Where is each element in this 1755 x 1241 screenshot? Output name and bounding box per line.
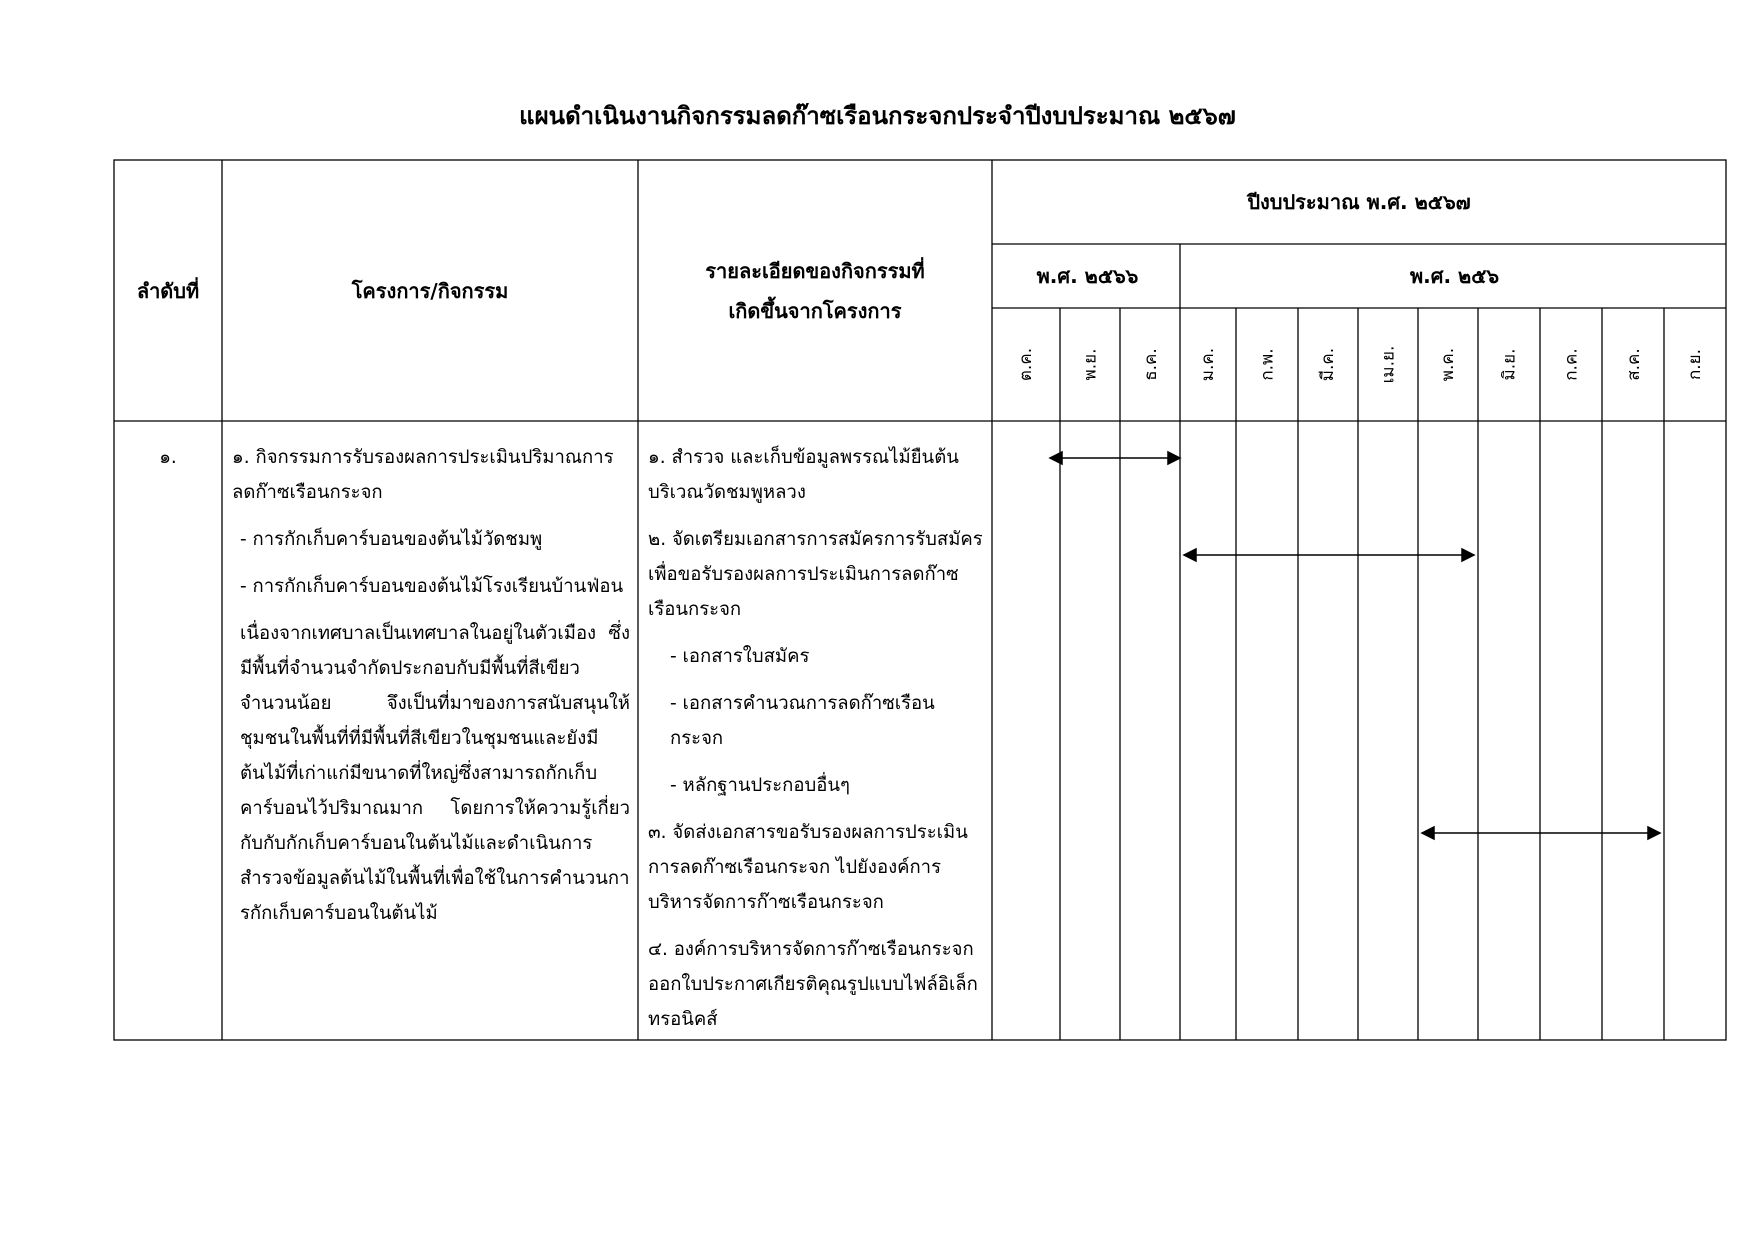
detail-step-4: ๔. องค์การบริหารจัดการก๊าซเรือนกระจกออกใบประกาศเกียรติคุณรูปแบบไฟล์อิเล็กทรอนิคส์	[648, 939, 978, 1030]
month-label: พ.ย.	[1080, 348, 1101, 381]
detail-subitem-3: - หลักฐานประกอบอื่นๆ	[670, 775, 850, 796]
project-item-1: - การกักเก็บคาร์บอนของต้นไม้วัดชมพู	[240, 529, 543, 550]
month-header	[1180, 308, 1236, 421]
month-label: ธ.ค.	[1140, 348, 1161, 381]
month-header	[1236, 308, 1298, 421]
month-label: ก.พ.	[1257, 348, 1278, 381]
project-cell	[232, 440, 630, 943]
header-detail-line2: เกิดขึ้นจากโครงการ	[728, 298, 902, 323]
month-header	[1358, 308, 1418, 421]
month-header	[1602, 308, 1664, 421]
month-label: ก.ย.	[1685, 348, 1706, 381]
month-label: ต.ค.	[1016, 347, 1037, 382]
detail-cell	[648, 440, 984, 1049]
month-header	[1540, 308, 1602, 421]
month-label: มี.ค.	[1318, 347, 1339, 382]
project-description: เนื่องจากเทศบาลเป็นเทศบาลในอยู่ในตัวเมือง ซึ่งมีพื้นที่จำนวนจำกัดประกอบกับมีพื้นที่สีเขียวจำนวนน้อย จึงเป็นที่มาของการสนับสนุนให้ชุมชนในพื้นที่ที่มีพื้นที่สีเขียวในชุมชนและยังมีต้นไม้ที่เก่าแก่มีขนาดที่ใหญ่ซึ่งสามารถกักเก็บคาร์บอนไว้ปริมาณมาก โดยการให้ความรู้เกี่ยวกับกับกักเก็บคาร์บอนในต้นไม้และดำเนินการสำรวจข้อมูลต้นไม้ในพื้นที่เพื่อใช้ในการคำนวนการกักเก็บคาร์บอนในต้นไม้	[240, 623, 630, 924]
month-header	[1664, 308, 1726, 421]
timeline-arrow	[1050, 452, 1180, 464]
header-year-2567: พ.ศ. ๒๕๖	[1409, 264, 1500, 288]
detail-step-1: ๑. สำรวจ และเก็บข้อมูลพรรณไม้ยืนต้นบริเวณวัดชมพูหลวง	[648, 447, 959, 503]
month-label: เม.ย.	[1378, 345, 1399, 384]
month-label: มิ.ย.	[1499, 348, 1520, 381]
month-header	[1120, 308, 1180, 421]
header-seq: ลำดับที่	[136, 278, 200, 303]
detail-subitem-2: - เอกสารคำนวณการลดก๊าซเรือนกระจก	[670, 693, 935, 749]
month-label: ม.ค.	[1198, 347, 1219, 382]
page-title: แผนดำเนินงานกิจกรรมลดก๊าซเรือนกระจกประจำปีงบประมาณ ๒๕๖๗	[519, 102, 1236, 130]
month-label: ก.ค.	[1561, 348, 1582, 381]
timeline-arrow	[1184, 549, 1474, 561]
detail-step-3: ๓. จัดส่งเอกสารขอรับรองผลการประเมินการลดก๊าซเรือนกระจก ไปยังองค์การบริหารจัดการก๊าซเรือนกระจก	[648, 822, 968, 913]
month-label: ส.ค.	[1623, 348, 1644, 381]
month-header	[1418, 308, 1478, 421]
detail-subitem-1: - เอกสารใบสมัคร	[670, 646, 810, 667]
month-label: พ.ค.	[1438, 347, 1459, 382]
project-item-2: - การกักเก็บคาร์บอนของต้นไม้โรงเรียนบ้านฟ่อน	[240, 576, 624, 597]
header-detail	[638, 160, 992, 421]
detail-step-2: ๒. จัดเตรียมเอกสารการสมัครการรับสมัครเพื่อขอรับรองผลการประเมินการลดก๊าซเรือนกระจก	[648, 529, 983, 620]
month-header	[1298, 308, 1358, 421]
header-year-2566: พ.ศ. ๒๕๖๖	[1036, 264, 1139, 288]
month-header	[1478, 308, 1540, 421]
header-budget-year: ปีงบประมาณ พ.ศ. ๒๕๖๗	[1247, 190, 1471, 214]
header-project: โครงการ/กิจกรรม	[351, 278, 509, 303]
row-seq: ๑.	[159, 447, 177, 468]
month-header	[992, 308, 1060, 421]
project-title: ๑. กิจกรรมการรับรองผลการประเมินปริมาณการลดก๊าซเรือนกระจก	[232, 447, 614, 503]
timeline-arrow	[1422, 827, 1660, 839]
header-detail-line1: รายละเอียดของกิจกรรมที่	[705, 258, 925, 283]
month-header	[1060, 308, 1120, 421]
